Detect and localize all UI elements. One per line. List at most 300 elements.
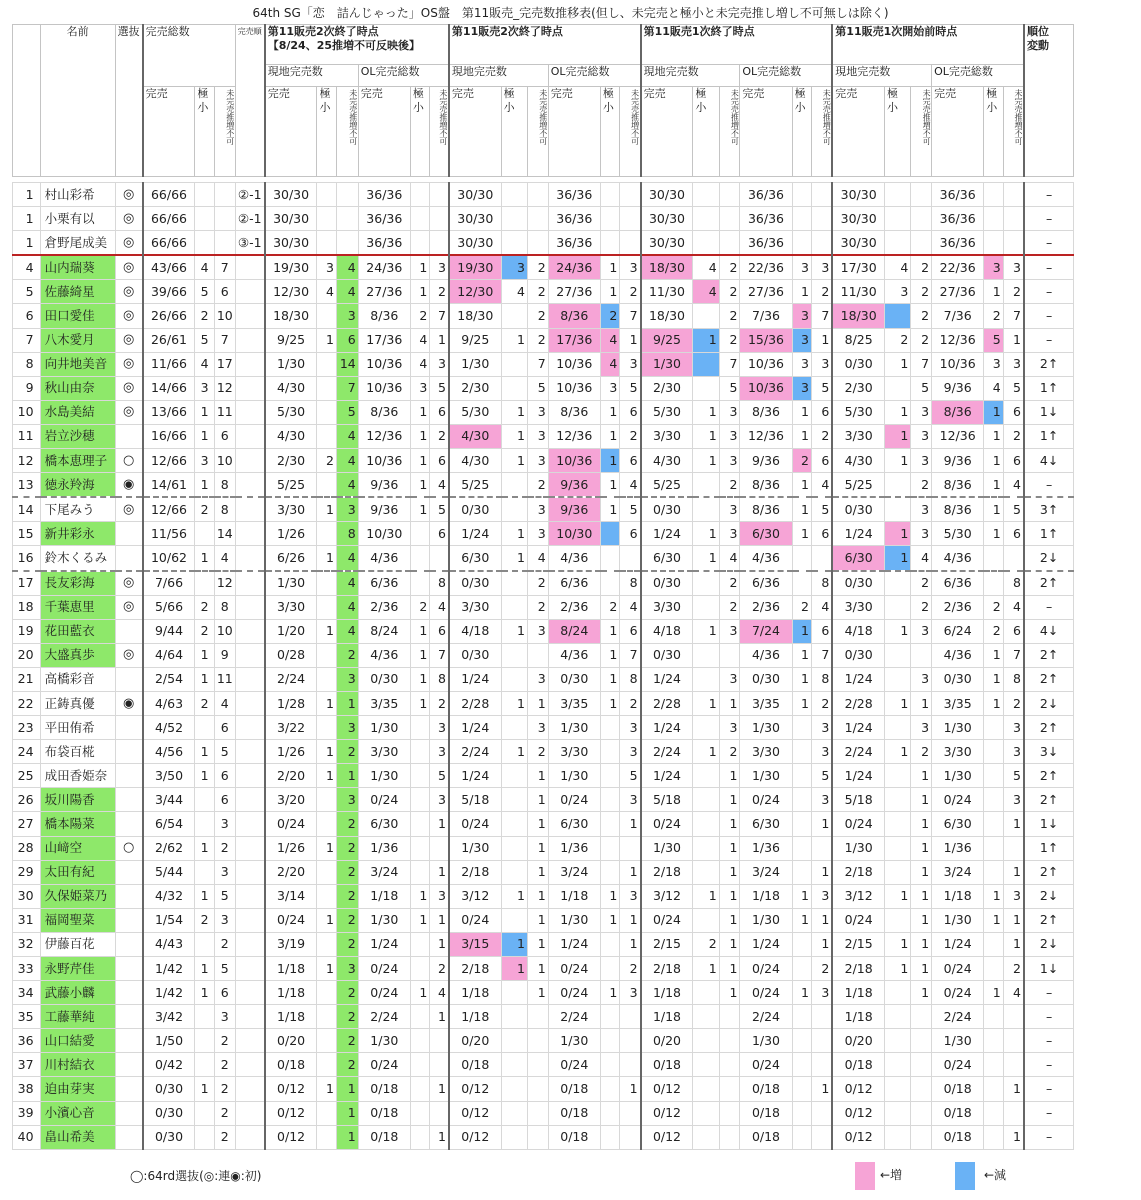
total-cell: 11/56 xyxy=(143,522,195,546)
header-mi: 未完売推増不可 xyxy=(911,87,932,177)
table-row xyxy=(13,255,1141,280)
name-cell: 永野芹佳 xyxy=(40,957,115,981)
value-cell: 1 xyxy=(792,424,811,448)
value-cell: 8/36 xyxy=(548,400,600,424)
total-kyoku-cell: 1 xyxy=(195,764,214,788)
value-cell: 0/18 xyxy=(548,1125,600,1149)
value-cell: 4 xyxy=(812,473,833,498)
value-cell: 1 xyxy=(885,691,911,715)
selection-cell xyxy=(115,1053,143,1077)
value-cell xyxy=(410,836,429,860)
value-cell: 1 xyxy=(317,1077,336,1101)
value-cell xyxy=(984,571,1003,596)
value-cell xyxy=(317,473,336,498)
value-cell: 2 xyxy=(336,643,358,667)
rank-change-cell: 2↑ xyxy=(1024,667,1074,691)
value-cell: 3 xyxy=(620,884,641,908)
selection-cell: ○ xyxy=(115,836,143,860)
value-cell: 30/30 xyxy=(832,183,884,207)
value-cell: 5 xyxy=(620,764,641,788)
value-cell xyxy=(885,497,911,522)
value-cell: 4 xyxy=(336,424,358,448)
value-cell: 3 xyxy=(620,788,641,812)
value-cell: 3/24 xyxy=(358,860,410,884)
table-row xyxy=(13,643,1141,667)
value-cell xyxy=(693,836,719,860)
value-cell: 1 xyxy=(984,884,1003,908)
value-cell: 1 xyxy=(410,884,429,908)
value-cell: 0/30 xyxy=(740,667,792,691)
value-cell: 1/30 xyxy=(932,764,984,788)
value-cell xyxy=(911,183,932,207)
value-cell: 1 xyxy=(317,328,336,352)
value-cell: 1/28 xyxy=(265,691,317,715)
rank-cell: 25 xyxy=(13,764,41,788)
value-cell: 4 xyxy=(1003,981,1024,1005)
value-cell: 1 xyxy=(410,691,429,715)
value-cell xyxy=(600,1029,619,1053)
value-cell: 0/12 xyxy=(265,1101,317,1125)
selection-cell xyxy=(115,424,143,448)
value-cell: 1 xyxy=(501,884,527,908)
value-cell xyxy=(792,788,811,812)
value-cell xyxy=(984,957,1003,981)
selection-cell: ◎ xyxy=(115,280,143,304)
rank-cell: 1 xyxy=(13,207,41,231)
value-cell: 2 xyxy=(911,255,932,280)
header-kyoku: 極 小 xyxy=(195,87,214,177)
table-row xyxy=(13,1005,1141,1029)
value-cell: 0/30 xyxy=(641,497,693,522)
rank-change-cell: – xyxy=(1024,255,1074,280)
value-cell: 1 xyxy=(600,280,619,304)
total-cell: 3/50 xyxy=(143,764,195,788)
value-cell xyxy=(410,1029,429,1053)
value-cell xyxy=(317,643,336,667)
value-cell: 1 xyxy=(984,667,1003,691)
value-cell: 4 xyxy=(336,571,358,596)
value-cell: 3 xyxy=(501,255,527,280)
rank-cell: 40 xyxy=(13,1125,41,1149)
total-kyoku-cell: 1 xyxy=(195,957,214,981)
value-cell: 2/24 xyxy=(548,1005,600,1029)
value-cell: 0/18 xyxy=(358,1125,410,1149)
value-cell: 2 xyxy=(1003,424,1024,448)
value-cell: 1 xyxy=(792,497,811,522)
value-cell: 1/18 xyxy=(265,981,317,1005)
value-cell: 5/30 xyxy=(449,400,501,424)
value-cell: 0/18 xyxy=(548,1077,600,1101)
header-local: 現地完売数 xyxy=(641,65,740,87)
value-cell: 10/36 xyxy=(932,352,984,376)
value-cell xyxy=(911,1077,932,1101)
order-cell xyxy=(235,1125,265,1149)
table-row xyxy=(13,860,1141,884)
value-cell: 2/18 xyxy=(449,957,501,981)
header-kan: 完売 xyxy=(449,87,501,177)
header-kyoku: 極 小 xyxy=(317,87,336,177)
value-cell xyxy=(719,183,740,207)
value-cell: 0/24 xyxy=(358,981,410,1005)
value-cell xyxy=(693,1005,719,1029)
value-cell xyxy=(885,788,911,812)
value-cell: 2/18 xyxy=(641,860,693,884)
value-cell: 0/24 xyxy=(740,957,792,981)
value-cell: 4/36 xyxy=(932,546,984,571)
value-cell: 8 xyxy=(620,571,641,596)
value-cell: 4 xyxy=(501,280,527,304)
total-cell: 43/66 xyxy=(143,255,195,280)
value-cell: 1 xyxy=(430,908,449,932)
table-row xyxy=(13,424,1141,448)
table-row xyxy=(13,981,1141,1005)
total-kyoku-cell: 2 xyxy=(195,619,214,643)
header-kyoku: 極 小 xyxy=(501,87,527,177)
header-kan: 完売 xyxy=(832,87,884,177)
order-cell xyxy=(235,884,265,908)
value-cell: 30/30 xyxy=(641,231,693,256)
value-cell xyxy=(792,764,811,788)
value-cell: 2 xyxy=(336,836,358,860)
value-cell: 0/24 xyxy=(832,908,884,932)
value-cell: 1 xyxy=(719,812,740,836)
rank-change-cell: – xyxy=(1024,473,1074,498)
selection-cell xyxy=(115,522,143,546)
value-cell xyxy=(317,667,336,691)
value-cell: 1 xyxy=(885,932,911,956)
total-cell: 5/44 xyxy=(143,860,195,884)
value-cell: 4/36 xyxy=(548,546,600,571)
value-cell: 1 xyxy=(885,957,911,981)
rank-change-cell: 4↓ xyxy=(1024,449,1074,473)
value-cell: 3 xyxy=(911,522,932,546)
value-cell xyxy=(410,1053,429,1077)
table-row xyxy=(13,836,1141,860)
value-cell: 1 xyxy=(792,280,811,304)
total-cell: 9/44 xyxy=(143,619,195,643)
value-cell: 10/36 xyxy=(740,376,792,400)
value-cell: 5 xyxy=(430,764,449,788)
rank-change-cell: – xyxy=(1024,1005,1074,1029)
value-cell: 30/30 xyxy=(449,183,501,207)
value-cell xyxy=(317,424,336,448)
value-cell: 5 xyxy=(430,497,449,522)
value-cell xyxy=(501,908,527,932)
value-cell xyxy=(911,1005,932,1029)
value-cell: 0/18 xyxy=(932,1125,984,1149)
order-cell xyxy=(235,740,265,764)
value-cell: 1 xyxy=(430,1005,449,1029)
value-cell xyxy=(984,207,1003,231)
value-cell: 0/12 xyxy=(265,1077,317,1101)
value-cell xyxy=(984,1077,1003,1101)
value-cell: 1 xyxy=(527,932,548,956)
value-cell: 6/30 xyxy=(932,812,984,836)
value-cell: 4/18 xyxy=(641,619,693,643)
order-cell xyxy=(235,957,265,981)
value-cell: 5/25 xyxy=(449,473,501,498)
value-cell: 1 xyxy=(812,932,833,956)
total-kyoku-cell: 4 xyxy=(195,352,214,376)
value-cell: 2 xyxy=(336,908,358,932)
value-cell xyxy=(1003,1005,1024,1029)
value-cell xyxy=(600,207,619,231)
total-mi-cell: 6 xyxy=(214,981,235,1005)
selection-cell: ◎ xyxy=(115,497,143,522)
value-cell: 1 xyxy=(792,619,811,643)
value-cell: 2 xyxy=(911,328,932,352)
total-mi-cell: 9 xyxy=(214,643,235,667)
value-cell xyxy=(792,740,811,764)
value-cell: 0/12 xyxy=(641,1125,693,1149)
total-cell: 0/42 xyxy=(143,1053,195,1077)
value-cell xyxy=(317,788,336,812)
value-cell xyxy=(812,207,833,231)
value-cell: 1 xyxy=(812,812,833,836)
value-cell: 2/20 xyxy=(265,764,317,788)
value-cell xyxy=(600,812,619,836)
table-row xyxy=(13,546,1141,571)
value-cell: 8/24 xyxy=(548,619,600,643)
value-cell: 1 xyxy=(501,691,527,715)
rank-change-cell: – xyxy=(1024,207,1074,231)
value-cell xyxy=(336,183,358,207)
total-kyoku-cell: 2 xyxy=(195,497,214,522)
rank-change-cell: 2↑ xyxy=(1024,788,1074,812)
value-cell: 0/20 xyxy=(449,1029,501,1053)
value-cell: 3/30 xyxy=(641,424,693,448)
value-cell xyxy=(792,1125,811,1149)
value-cell xyxy=(1003,1029,1024,1053)
value-cell xyxy=(600,836,619,860)
value-cell: 12/36 xyxy=(358,424,410,448)
value-cell: 0/30 xyxy=(641,571,693,596)
value-cell xyxy=(430,183,449,207)
order-cell xyxy=(235,691,265,715)
legend xyxy=(0,1158,1141,1194)
value-cell xyxy=(527,643,548,667)
value-cell: 1 xyxy=(410,643,429,667)
value-cell: 18/30 xyxy=(265,304,317,328)
value-cell: 5/30 xyxy=(265,400,317,424)
rank-change-cell: – xyxy=(1024,304,1074,328)
value-cell: 0/18 xyxy=(832,1053,884,1077)
header-total: 完売総数 xyxy=(143,25,236,87)
value-cell: 1/30 xyxy=(641,836,693,860)
value-cell: 12/36 xyxy=(932,424,984,448)
value-cell: 6 xyxy=(430,400,449,424)
rank-change-cell: 2↑ xyxy=(1024,764,1074,788)
value-cell: 1/30 xyxy=(265,571,317,596)
value-cell: 2 xyxy=(336,1029,358,1053)
value-cell: 6/30 xyxy=(740,522,792,546)
value-cell xyxy=(984,860,1003,884)
value-cell: 3/12 xyxy=(832,884,884,908)
value-cell xyxy=(693,207,719,231)
rank-cell: 35 xyxy=(13,1005,41,1029)
value-cell: 2 xyxy=(600,595,619,619)
value-cell: 5/25 xyxy=(265,473,317,498)
value-cell: 0/24 xyxy=(740,981,792,1005)
rank-change-cell: 2↑ xyxy=(1024,908,1074,932)
value-cell: 2/18 xyxy=(832,860,884,884)
value-cell xyxy=(693,1125,719,1149)
value-cell: 36/36 xyxy=(358,183,410,207)
value-cell xyxy=(527,207,548,231)
value-cell: 1/30 xyxy=(548,908,600,932)
rank-change-cell: 3↑ xyxy=(1024,497,1074,522)
value-cell: 0/24 xyxy=(358,788,410,812)
rank-change-cell: 1↓ xyxy=(1024,957,1074,981)
value-cell: 5 xyxy=(620,376,641,400)
table-row xyxy=(13,571,1141,596)
order-cell xyxy=(235,860,265,884)
value-cell: 2/36 xyxy=(548,595,600,619)
value-cell: 3/22 xyxy=(265,716,317,740)
total-kyoku-cell xyxy=(195,716,214,740)
value-cell: 1/24 xyxy=(548,932,600,956)
value-cell: 1/30 xyxy=(265,352,317,376)
value-cell: 9/25 xyxy=(265,328,317,352)
value-cell: 3 xyxy=(527,449,548,473)
value-cell: 1 xyxy=(336,691,358,715)
value-cell: 2 xyxy=(430,957,449,981)
total-cell: 4/52 xyxy=(143,716,195,740)
value-cell xyxy=(885,812,911,836)
value-cell xyxy=(600,1101,619,1125)
value-cell: 8/36 xyxy=(548,304,600,328)
value-cell: 5 xyxy=(1003,497,1024,522)
total-mi-cell: 3 xyxy=(214,860,235,884)
value-cell: 4 xyxy=(1003,473,1024,498)
value-cell: 10/36 xyxy=(740,352,792,376)
total-mi-cell: 14 xyxy=(214,522,235,546)
value-cell: 3 xyxy=(620,740,641,764)
total-cell: 39/66 xyxy=(143,280,195,304)
value-cell: 4 xyxy=(430,595,449,619)
value-cell xyxy=(527,1053,548,1077)
total-mi-cell: 2 xyxy=(214,1053,235,1077)
value-cell xyxy=(430,207,449,231)
value-cell: 18/30 xyxy=(641,255,693,280)
rank-cell: 31 xyxy=(13,908,41,932)
value-cell: 2 xyxy=(336,812,358,836)
total-kyoku-cell: 2 xyxy=(195,304,214,328)
selection-cell xyxy=(115,884,143,908)
header-local: 現地完売数 xyxy=(449,65,548,87)
value-cell xyxy=(792,1077,811,1101)
value-cell: 10/36 xyxy=(358,376,410,400)
value-cell xyxy=(792,546,811,571)
value-cell: 2/24 xyxy=(449,740,501,764)
total-mi-cell: 8 xyxy=(214,473,235,498)
value-cell xyxy=(792,1053,811,1077)
period-a-header: 第11販売2次終了時点 【8/24、25推増不可反映後】 xyxy=(265,25,449,65)
value-cell xyxy=(317,376,336,400)
value-cell xyxy=(600,788,619,812)
value-cell: 1 xyxy=(410,280,429,304)
value-cell: 8 xyxy=(620,667,641,691)
rank-change-cell: 2↓ xyxy=(1024,691,1074,715)
value-cell: 3 xyxy=(620,981,641,1005)
value-cell: 1 xyxy=(410,255,429,280)
value-cell: 1 xyxy=(719,691,740,715)
total-mi-cell: 2 xyxy=(214,1101,235,1125)
value-cell xyxy=(792,1101,811,1125)
value-cell: 1/24 xyxy=(449,522,501,546)
value-cell xyxy=(719,643,740,667)
value-cell: 1/30 xyxy=(358,716,410,740)
value-cell xyxy=(792,571,811,596)
value-cell: 1/24 xyxy=(832,667,884,691)
value-cell: 4 xyxy=(693,280,719,304)
order-cell xyxy=(235,449,265,473)
rank-change-cell: 2↑ xyxy=(1024,716,1074,740)
order-cell xyxy=(235,522,265,546)
value-cell: 4 xyxy=(620,595,641,619)
value-cell: 3/30 xyxy=(832,424,884,448)
value-cell: 1/26 xyxy=(265,522,317,546)
value-cell xyxy=(812,231,833,256)
value-cell: 1 xyxy=(911,908,932,932)
value-cell: 1/30 xyxy=(358,764,410,788)
rank-cell: 19 xyxy=(13,619,41,643)
total-cell: 2/62 xyxy=(143,836,195,860)
value-cell: 1/36 xyxy=(932,836,984,860)
value-cell xyxy=(527,1029,548,1053)
order-cell xyxy=(235,788,265,812)
value-cell: 0/18 xyxy=(740,1077,792,1101)
value-cell: 1 xyxy=(719,908,740,932)
value-cell: 0/28 xyxy=(265,643,317,667)
value-cell xyxy=(600,1077,619,1101)
value-cell: 1 xyxy=(911,884,932,908)
value-cell xyxy=(885,1077,911,1101)
header-mi: 未完売推増不可 xyxy=(719,87,740,177)
value-cell: 1 xyxy=(501,400,527,424)
rank-cell: 1 xyxy=(13,231,41,256)
value-cell xyxy=(693,595,719,619)
value-cell: 4 xyxy=(410,352,429,376)
value-cell xyxy=(620,231,641,256)
value-cell: 0/12 xyxy=(265,1125,317,1149)
value-cell xyxy=(410,546,429,571)
value-cell: 1 xyxy=(600,400,619,424)
header-local: 現地完売数 xyxy=(265,65,359,87)
value-cell xyxy=(693,716,719,740)
value-cell xyxy=(501,1125,527,1149)
value-cell: 1 xyxy=(527,788,548,812)
header-kyoku: 極 小 xyxy=(984,87,1003,177)
value-cell: 3 xyxy=(527,497,548,522)
total-kyoku-cell: 1 xyxy=(195,1077,214,1101)
total-mi-cell: 6 xyxy=(214,764,235,788)
value-cell xyxy=(885,1029,911,1053)
value-cell xyxy=(600,231,619,256)
value-cell: 2 xyxy=(336,1053,358,1077)
total-kyoku-cell xyxy=(195,571,214,596)
name-cell: 岩立沙穂 xyxy=(40,424,115,448)
value-cell: 30/30 xyxy=(449,207,501,231)
total-cell: 4/32 xyxy=(143,884,195,908)
total-mi-cell: 2 xyxy=(214,1029,235,1053)
value-cell: 1 xyxy=(410,497,429,522)
value-cell: 1 xyxy=(984,691,1003,715)
value-cell xyxy=(600,764,619,788)
value-cell: 1 xyxy=(527,691,548,715)
value-cell: 1 xyxy=(911,691,932,715)
value-cell: 9/36 xyxy=(358,473,410,498)
